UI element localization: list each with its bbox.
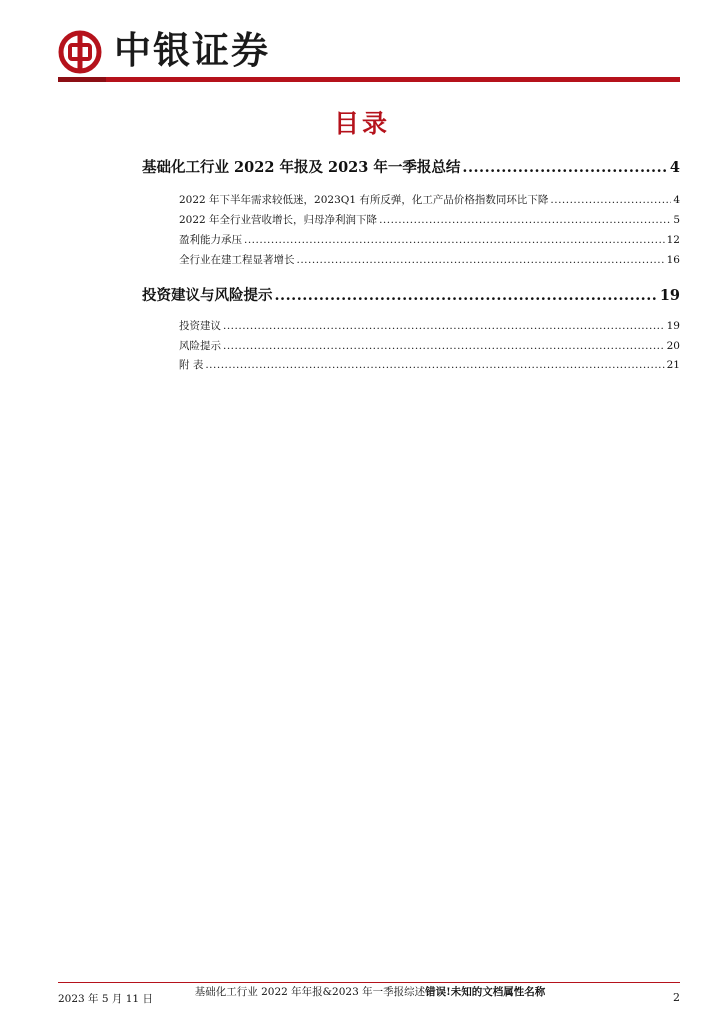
- toc-page-number: 4: [669, 159, 680, 176]
- toc-page-number: 16: [666, 254, 680, 266]
- toc-page-number: 19: [666, 320, 680, 332]
- toc-leader-dots: [550, 194, 671, 206]
- toc-entry-text: 全行业在建工程显著增长: [179, 254, 295, 266]
- toc-entry-subsection[interactable]: [179, 338, 680, 353]
- toc-page-number: 4: [673, 194, 680, 206]
- footer-document-title: [180, 984, 560, 1000]
- toc-page-number: 12: [666, 234, 680, 246]
- toc-entry-subsection[interactable]: [179, 318, 680, 333]
- header-rule-accent: [58, 77, 106, 82]
- toc-entry-text: 投资建议与风险提示: [142, 287, 273, 304]
- brand-name: 中银证券: [114, 29, 270, 72]
- toc-entry-text: 2022 年下半年需求较低迷，2023Q1 有所反弹，化工产品价格指数同环比下降: [179, 194, 549, 206]
- header-rule: [58, 77, 680, 82]
- toc-page-number: 5: [673, 214, 680, 226]
- toc-leader-dots: [223, 340, 665, 352]
- toc-leader-dots: [297, 254, 665, 266]
- toc-entry-subsection[interactable]: [179, 252, 680, 267]
- toc-entry-text: 投资建议: [179, 320, 221, 332]
- toc-entry-section-1[interactable]: [142, 156, 680, 177]
- footer-title-text: 基础化工行业 2022 年年报&2023 年一季报综述: [194, 986, 426, 998]
- toc-leader-dots: [462, 159, 668, 176]
- footer-rule: [58, 982, 680, 983]
- toc-page-number: 20: [666, 340, 680, 352]
- toc-entry-text: 2022 年全行业营收增长，归母净利润下降: [179, 214, 378, 226]
- footer-date: 2023 年 5 月 11 日: [58, 993, 153, 1005]
- toc-entry-subsection[interactable]: [179, 357, 680, 372]
- toc-page-number: 19: [659, 287, 680, 304]
- toc-entry-text: 基础化工行业 2022 年报及 2023 年一季报总结: [142, 159, 461, 176]
- toc-page-number: 21: [666, 359, 680, 371]
- toc-leader-dots: [275, 287, 658, 304]
- toc-leader-dots: [205, 359, 664, 371]
- footer-field-error: 错误!未知的文档属性名称: [425, 986, 546, 998]
- toc-leader-dots: [379, 214, 671, 226]
- toc-entry-subsection[interactable]: [179, 232, 680, 247]
- toc-title: 目录: [333, 109, 390, 138]
- footer-page-number: 2: [673, 991, 680, 1004]
- toc-entry-section-2[interactable]: [142, 284, 680, 305]
- toc-entry-subsection[interactable]: [179, 212, 680, 227]
- toc-entry-text: 附 表: [179, 359, 204, 371]
- bank-of-china-logo-icon: [58, 30, 102, 74]
- toc-leader-dots: [244, 234, 665, 246]
- toc-entry-text: 风险提示: [179, 340, 221, 352]
- toc-entry-text: 盈利能力承压: [179, 234, 242, 246]
- toc-entry-subsection[interactable]: [179, 192, 680, 207]
- toc-leader-dots: [223, 320, 665, 332]
